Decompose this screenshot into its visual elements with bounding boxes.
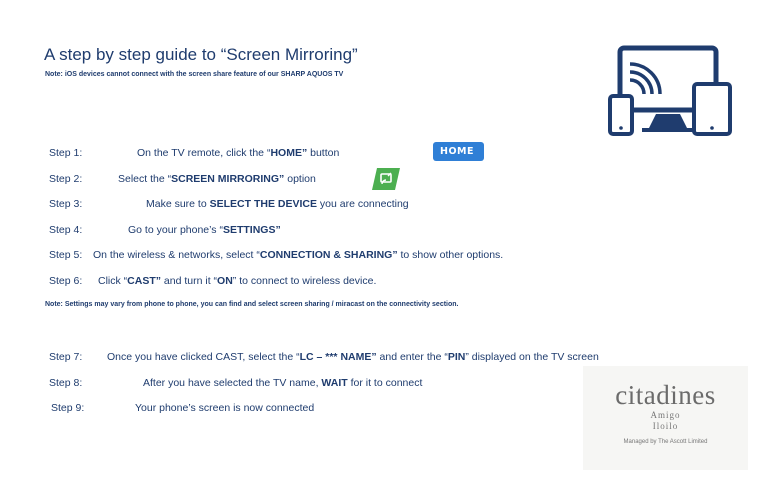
step-number: Step 7: [49,351,83,363]
step-number: Step 1: [49,147,83,159]
logo-brand: citadines [615,380,716,410]
step-text: After you have selected the TV name, WAIT for it to connect [143,377,423,389]
home-button-icon: HOME [433,142,484,161]
screen-mirroring-icon [372,167,400,191]
step-number: Step 4: [49,224,83,236]
logo-location-2: Iloilo [652,421,679,431]
step-text: On the wireless & networks, select “CONNECTION & SHARING” to show other options. [93,249,504,261]
settings-note: Note: Settings may vary from phone to phone, you can find and select screen sharing / miracast on the connectivity section. [45,301,459,308]
step-number: Step 5: [49,249,83,261]
tv-phone-tablet-casting-icon [608,44,732,136]
page-title: A step by step guide to “Screen Mirroring” [44,45,358,64]
step-number: Step 9: [51,402,85,414]
step-number: Step 3: [49,198,83,210]
citadines-logo [583,366,748,470]
step-text: Click “CAST” and turn it “ON” to connect to wireless device. [98,275,377,287]
ios-note: Note: iOS devices cannot connect with the screen share feature of our SHARP AQUOS TV [45,71,344,78]
step-text: Make sure to SELECT THE DEVICE you are connecting [146,198,409,210]
step-number: Step 8: [49,377,83,389]
step-number: Step 6: [49,275,83,287]
step-text: On the TV remote, click the “HOME” button [137,147,340,159]
step-text: Once you have clicked CAST, select the “LC – *** NAME” and enter the “PIN” displayed on the TV screen [107,351,599,363]
step-text: Select the “SCREEN MIRRORING” option [118,173,316,185]
step-number: Step 2: [49,173,83,185]
step-text: Your phone’s screen is now connected [135,402,315,414]
step-text: Go to your phone’s “SETTINGS” [128,224,281,236]
logo-location-1: Amigo [650,410,681,420]
logo-managed-by: Managed by The Ascott Limited [623,439,708,445]
